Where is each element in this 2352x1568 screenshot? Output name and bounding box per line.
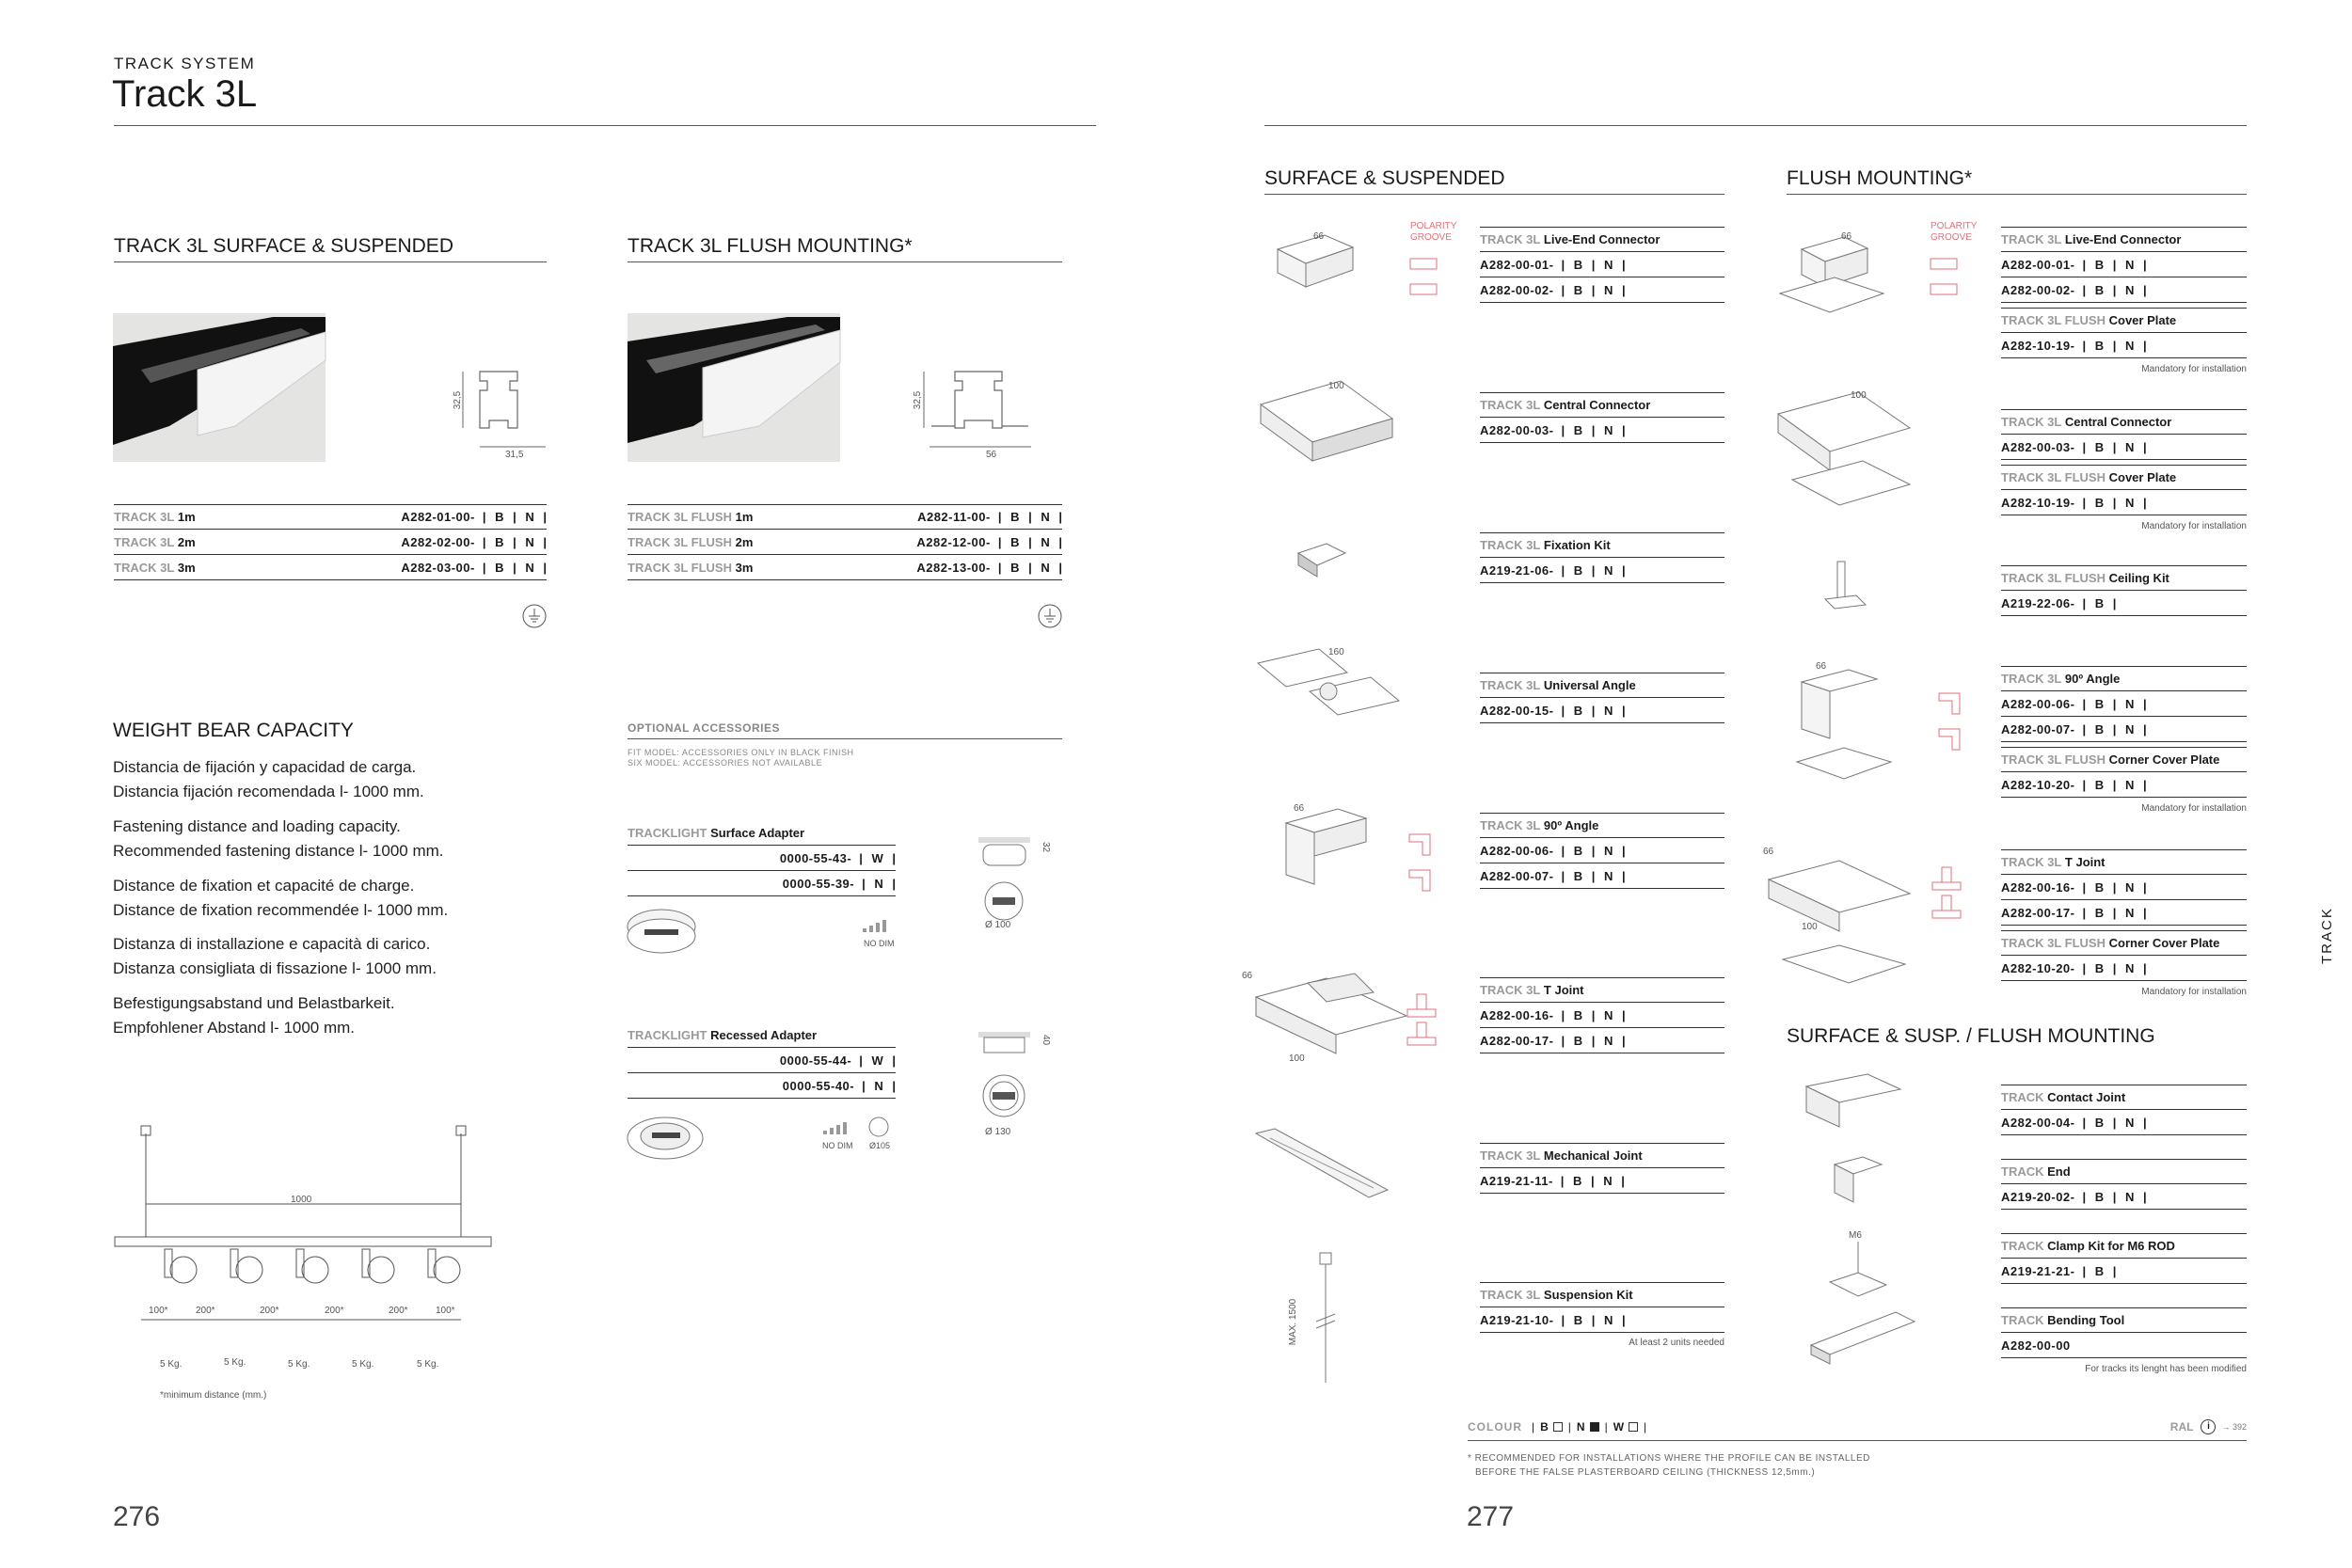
surface-width-dim: 31,5 bbox=[505, 450, 524, 460]
table-row: A282-00-07- | B | N | bbox=[2001, 717, 2247, 742]
table-row: TRACK 3L 1m A282-01-00- | B | N | bbox=[114, 504, 547, 530]
item-title: TRACK 3L FLUSH Corner Cover Plate bbox=[2001, 747, 2247, 772]
title-divider bbox=[1264, 125, 2247, 126]
spacing-label: 100* bbox=[436, 1306, 455, 1316]
flush-t-joint-drawing bbox=[1764, 856, 1915, 1002]
item-title: TRACK 3L Mechanical Joint bbox=[1480, 1143, 1724, 1168]
ground-icon bbox=[522, 604, 547, 628]
combined-heading: SURFACE & SUSP. / FLUSH MOUNTING bbox=[1787, 1025, 2155, 1047]
dimension-label: 66 bbox=[1313, 231, 1325, 242]
flush-central-connector-drawing bbox=[1773, 390, 1915, 508]
spacing-label: 100* bbox=[149, 1306, 168, 1316]
title-divider bbox=[114, 125, 1096, 126]
table-row: A282-00-17- | B | N | bbox=[1480, 1028, 1724, 1053]
accessories-heading: OPTIONAL ACCESSORIES bbox=[628, 721, 1062, 739]
cutout-label: Ø105 bbox=[869, 1141, 891, 1150]
track-end-drawing bbox=[1830, 1155, 1886, 1212]
flush-track-heading: TRACK 3L FLUSH MOUNTING* bbox=[628, 235, 1062, 262]
table-row: A282-00-03- | B | N | bbox=[2001, 435, 2247, 460]
item-title: TRACK End bbox=[2001, 1159, 2247, 1184]
item-title: TRACK Clamp Kit for M6 ROD bbox=[2001, 1233, 2247, 1259]
dimension-label: M6 bbox=[1849, 1230, 1862, 1241]
table-row: A282-10-20- | B | N | bbox=[2001, 772, 2247, 798]
polarity-angle-icon bbox=[1937, 691, 1965, 757]
dimension-label: 66 bbox=[1294, 803, 1305, 814]
table-row: A282-00-01- | B | N | bbox=[1480, 252, 1724, 277]
table-row: A282-00-17- | B | N | bbox=[2001, 900, 2247, 926]
table-row: 0000-55-39- | N | bbox=[628, 871, 896, 896]
table-row: A282-00-01- | B | N | bbox=[2001, 252, 2247, 277]
dimension-label: MAX. 1500 bbox=[1288, 1298, 1299, 1346]
universal-angle-drawing bbox=[1253, 644, 1404, 738]
colour-legend: COLOUR | B | N | W | RAL i → 392 bbox=[1468, 1413, 2247, 1441]
item-title: TRACK 3L T Joint bbox=[2001, 849, 2247, 875]
page-number: 277 bbox=[1467, 1501, 1515, 1532]
dimension-label: 66 bbox=[1242, 971, 1253, 981]
dimension-label: 160 bbox=[1328, 647, 1344, 657]
section-kicker: TRACK SYSTEM bbox=[114, 55, 256, 72]
weight-heading: WEIGHT BEAR CAPACITY bbox=[113, 720, 354, 741]
load-diagram bbox=[113, 1124, 499, 1378]
mechanical-joint-drawing bbox=[1251, 1124, 1392, 1209]
item-title: TRACK 3L FLUSH Cover Plate bbox=[2001, 308, 2247, 333]
item-title: TRACK Bending Tool bbox=[2001, 1307, 2247, 1333]
dimension-label: 100 bbox=[1802, 922, 1818, 932]
table-row: A282-00-04- | B | N | bbox=[2001, 1110, 2247, 1135]
height-dim: 32 bbox=[1041, 841, 1052, 853]
bending-tool-drawing bbox=[1806, 1303, 1919, 1369]
page-number: 276 bbox=[113, 1501, 161, 1532]
black-swatch bbox=[1590, 1422, 1599, 1432]
recessed-adapter-dimensions bbox=[960, 1030, 1063, 1133]
track-flush-photo bbox=[628, 313, 840, 462]
signal-bars-icon bbox=[863, 917, 895, 932]
central-connector-drawing bbox=[1256, 376, 1397, 466]
table-row: 0000-55-43- | W | bbox=[628, 846, 896, 871]
span-label: 1000 bbox=[291, 1195, 312, 1205]
polarity-t-icon bbox=[1406, 992, 1438, 1060]
dimension-label: 66 bbox=[1841, 231, 1852, 242]
flush-height-dim: 32,5 bbox=[913, 390, 924, 410]
item-title: TRACK 3L FLUSH Cover Plate bbox=[2001, 465, 2247, 490]
footnote: * RECOMMENDED FOR INSTALLATIONS WHERE THE PROFILE CAN BE INSTALLED bbox=[1468, 1453, 1870, 1464]
cutout-icon bbox=[867, 1116, 890, 1138]
flush-heading: FLUSH MOUNTING* bbox=[1787, 167, 2247, 195]
item-title: TRACK 3L Fixation Kit bbox=[1480, 532, 1724, 558]
item-note: At least 2 units needed bbox=[1629, 1338, 1724, 1348]
polarity-t-icon bbox=[1931, 865, 1963, 933]
flush-live-end-drawing bbox=[1778, 235, 1886, 320]
table-row: A282-00-06- | B | N | bbox=[1480, 838, 1724, 863]
dimension-label: 100 bbox=[1851, 390, 1867, 401]
weight-text-es: Distancia de fijación y capacidad de carga. Distancia fijación recomendada l- 1000 mm. bbox=[113, 758, 424, 800]
table-row: TRACK 3L FLUSH 1m A282-11-00- | B | N | bbox=[628, 504, 1062, 530]
table-row: A219-21-11- | B | N | bbox=[1480, 1168, 1724, 1194]
diameter-dim: Ø 130 bbox=[985, 1127, 1011, 1137]
load-label: 5 Kg. bbox=[224, 1357, 246, 1368]
page-title: Track 3L bbox=[112, 73, 258, 115]
recessed-adapter-title: TRACKLIGHT Recessed Adapter bbox=[628, 1022, 896, 1048]
dimension-label: 100 bbox=[1328, 381, 1344, 391]
table-row: A282-00-00 bbox=[2001, 1333, 2247, 1358]
table-row: A219-21-10- | B | N | bbox=[1480, 1307, 1724, 1333]
flush-width-dim: 56 bbox=[986, 450, 997, 460]
table-row: A282-10-19- | B | N | bbox=[2001, 490, 2247, 515]
accessories-note: SIX MODEL: ACCESSORIES NOT AVAILABLE bbox=[628, 758, 823, 768]
item-note: Mandatory for installation bbox=[2141, 364, 2247, 374]
table-row: A282-00-06- | B | N | bbox=[2001, 691, 2247, 717]
white-swatch bbox=[1629, 1422, 1638, 1432]
table-row: TRACK 3L FLUSH 2m A282-12-00- | B | N | bbox=[628, 530, 1062, 555]
item-note: Mandatory for installation bbox=[2141, 987, 2247, 997]
table-row: A219-21-21- | B | bbox=[2001, 1259, 2247, 1284]
item-title: TRACK 3L T Joint bbox=[1480, 977, 1724, 1003]
table-row: 0000-55-40- | N | bbox=[628, 1073, 896, 1099]
t-joint-drawing bbox=[1251, 974, 1411, 1063]
polarity-groove-icon bbox=[1931, 259, 1959, 296]
item-title: TRACK 3L Universal Angle bbox=[1480, 673, 1724, 698]
item-note: For tracks its lenght has been modified bbox=[2085, 1364, 2247, 1374]
item-title: TRACK 3L FLUSH Corner Cover Plate bbox=[2001, 930, 2247, 956]
weight-text-fr: Distance de fixation et capacité de charge. Distance de fixation recommendée l- 1000 mm. bbox=[113, 877, 449, 919]
ninety-angle-drawing bbox=[1281, 804, 1375, 898]
suspension-kit-drawing bbox=[1303, 1251, 1350, 1392]
dimension-label: 100 bbox=[1289, 1053, 1305, 1064]
footnote: BEFORE THE FALSE PLASTERBOARD CEILING (THICKNESS 12,5mm.) bbox=[1475, 1467, 1816, 1478]
load-label: 5 Kg. bbox=[288, 1359, 310, 1370]
polarity-label: POLARITY GROOVE bbox=[1410, 221, 1457, 243]
table-row: 0000-55-44- | W | bbox=[628, 1048, 896, 1073]
item-title: TRACK 3L Live-End Connector bbox=[2001, 227, 2247, 252]
dimension-label: 66 bbox=[1816, 661, 1827, 672]
table-row: A282-10-20- | B | N | bbox=[2001, 956, 2247, 981]
item-title: TRACK 3L Live-End Connector bbox=[1480, 227, 1724, 252]
surface-profile-drawing bbox=[452, 362, 555, 466]
item-title: TRACK 3L 90º Angle bbox=[2001, 666, 2247, 691]
load-label: 5 Kg. bbox=[352, 1359, 374, 1370]
white-swatch bbox=[1553, 1422, 1563, 1432]
diagram-footnote: *minimum distance (mm.) bbox=[160, 1390, 267, 1401]
spacing-label: 200* bbox=[260, 1306, 279, 1316]
item-title: TRACK 3L FLUSH Ceiling Kit bbox=[2001, 565, 2247, 591]
polarity-groove-icon bbox=[1410, 259, 1438, 296]
flush-ceiling-kit-drawing bbox=[1823, 560, 1870, 616]
recessed-adapter-drawing bbox=[626, 1108, 710, 1164]
clamp-kit-drawing bbox=[1820, 1240, 1896, 1306]
flush-angle-drawing bbox=[1792, 668, 1896, 790]
polarity-label: POLARITY GROOVE bbox=[1931, 221, 1978, 243]
track-surface-photo bbox=[113, 313, 326, 462]
table-row: A219-21-06- | B | N | bbox=[1480, 558, 1724, 583]
item-note: Mandatory for installation bbox=[2141, 803, 2247, 814]
surface-height-dim: 32,5 bbox=[453, 390, 464, 410]
table-row: A282-00-03- | B | N | bbox=[1480, 418, 1724, 443]
table-row: A282-00-02- | B | N | bbox=[1480, 277, 1724, 303]
spacing-label: 200* bbox=[389, 1306, 408, 1316]
load-label: 5 Kg. bbox=[160, 1359, 183, 1370]
accessories-note: FIT MODEL: ACCESSORIES ONLY IN BLACK FINISH bbox=[628, 748, 854, 757]
contact-joint-drawing bbox=[1802, 1072, 1905, 1133]
item-title: TRACK 3L Suspension Kit bbox=[1480, 1282, 1724, 1307]
table-row: A282-00-16- | B | N | bbox=[1480, 1003, 1724, 1028]
table-row: A282-00-02- | B | N | bbox=[2001, 277, 2247, 303]
table-row: A219-20-02- | B | N | bbox=[2001, 1184, 2247, 1210]
table-row: A219-22-06- | B | bbox=[2001, 591, 2247, 616]
weight-text-de: Befestigungsabstand und Belastbarkeit. Empfohlener Abstand l- 1000 mm. bbox=[113, 994, 395, 1037]
table-row: TRACK 3L 3m A282-03-00- | B | N | bbox=[114, 555, 547, 580]
weight-text-it: Distanza di installazione e capacità di carico. Distanza consigliata di fissazione l- 1000 mm. bbox=[113, 935, 437, 977]
item-title: TRACK 3L 90º Angle bbox=[1480, 813, 1724, 838]
polarity-angle-icon bbox=[1407, 832, 1436, 898]
weight-text-en: Fastening distance and loading capacity. Recommended fastening distance l- 1000 mm. bbox=[113, 817, 444, 860]
table-row: TRACK 3L FLUSH 3m A282-13-00- | B | N | bbox=[628, 555, 1062, 580]
surface-adapter-drawing bbox=[626, 903, 701, 959]
item-title: TRACK 3L Central Connector bbox=[1480, 392, 1724, 418]
side-tab[interactable]: TRACK bbox=[2319, 907, 2335, 964]
diameter-dim: Ø 100 bbox=[985, 920, 1011, 930]
table-row: TRACK 3L 2m A282-02-00- | B | N | bbox=[114, 530, 547, 555]
table-row: A282-00-07- | B | N | bbox=[1480, 863, 1724, 889]
item-title: TRACK 3L Central Connector bbox=[2001, 409, 2247, 435]
item-title: TRACK Contact Joint bbox=[2001, 1085, 2247, 1110]
table-row: A282-00-15- | B | N | bbox=[1480, 698, 1724, 723]
fixation-kit-drawing bbox=[1294, 539, 1350, 581]
load-label: 5 Kg. bbox=[417, 1359, 439, 1370]
signal-bars-icon bbox=[823, 1119, 855, 1134]
table-row: A282-10-19- | B | N | bbox=[2001, 333, 2247, 358]
info-icon[interactable]: i bbox=[2201, 1419, 2216, 1434]
spacing-label: 200* bbox=[196, 1306, 215, 1316]
surface-track-heading: TRACK 3L SURFACE & SUSPENDED bbox=[114, 235, 547, 262]
table-row: A282-00-16- | B | N | bbox=[2001, 875, 2247, 900]
height-dim: 40 bbox=[1041, 1034, 1052, 1046]
surface-heading: SURFACE & SUSPENDED bbox=[1264, 167, 1724, 195]
dimension-label: 66 bbox=[1763, 847, 1774, 857]
surface-adapter-title: TRACKLIGHT Surface Adapter bbox=[628, 820, 896, 846]
nodim-label: NO DIM bbox=[822, 1141, 853, 1150]
ground-icon bbox=[1038, 604, 1062, 628]
nodim-label: NO DIM bbox=[864, 939, 895, 948]
item-note: Mandatory for installation bbox=[2141, 521, 2247, 531]
spacing-label: 200* bbox=[325, 1306, 344, 1316]
